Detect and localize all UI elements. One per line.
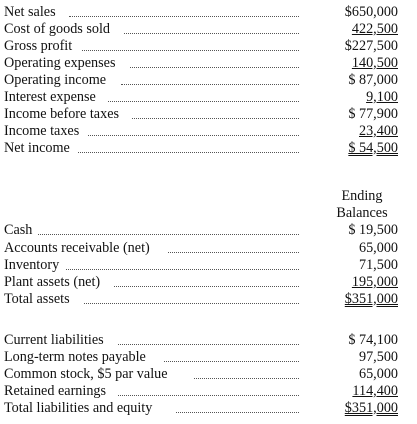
leader-dots [194,378,299,379]
leader-dots [78,152,299,153]
row-value: 97,500 [358,349,398,365]
row-value: $ 87,000 [348,72,398,88]
row-label: Total assets [4,291,70,307]
row-label: Income taxes [4,123,80,139]
leader-dots [118,344,299,345]
row-value: $351,000 [344,400,398,416]
leader-dots [84,303,299,304]
row-value: 9,100 [366,89,398,105]
row-operating-expenses [4,55,412,72]
row-long-term-notes [4,349,412,366]
leader-dots [176,412,299,413]
row-value: 71,500 [358,257,398,273]
row-label: Current liabilities [4,332,104,348]
row-label: Income before taxes [4,106,120,122]
row-label: Long-term notes payable [4,349,146,365]
row-value: 65,000 [358,366,398,382]
row-common-stock [4,366,412,383]
row-value: $ 77,900 [348,106,398,122]
row-cash [4,222,412,239]
row-label: Gross profit [4,38,73,54]
row-net-income [4,140,412,157]
leader-dots [124,33,299,34]
balances-heading-line2: Balances [336,205,388,221]
row-gross-profit [4,38,412,55]
row-label: Inventory [4,257,60,273]
leader-dots [88,135,299,136]
row-operating-income [4,72,412,89]
row-value: $ 19,500 [348,222,398,238]
row-inventory [4,257,412,274]
leader-dots [38,234,299,235]
row-label: Retained earnings [4,383,107,399]
leader-dots [121,84,299,85]
row-total-assets [4,291,412,308]
row-income-taxes [4,123,412,140]
row-value: $ 74,100 [348,332,398,348]
row-income-before-taxes [4,106,412,123]
row-value: 195,000 [351,274,398,290]
row-value: $650,000 [344,4,398,20]
row-value: 114,400 [352,383,398,399]
row-label: Common stock, $5 par value [4,366,168,382]
row-label: Operating income [4,72,107,88]
row-accounts-receivable [4,240,412,257]
leader-dots [82,50,299,51]
row-value: $227,500 [344,38,398,54]
leader-dots [114,286,299,287]
row-plant-assets [4,274,412,291]
row-current-liabilities [4,332,412,349]
row-total-liabilities-equity [4,400,412,417]
row-net-sales [4,4,412,21]
row-label: Plant assets (net) [4,274,101,290]
row-label: Cash [4,222,33,238]
leader-dots [108,101,299,102]
row-label: Cost of goods sold [4,21,111,37]
leader-dots [132,118,299,119]
row-interest-expense [4,89,412,106]
leader-dots [168,252,299,253]
row-label: Net sales [4,4,56,20]
row-value: $ 54,500 [348,140,398,156]
row-value: 140,500 [351,55,398,71]
row-label: Total liabilities and equity [4,400,153,416]
row-cost-of-goods-sold [4,21,412,38]
row-value: 23,400 [358,123,398,139]
row-label: Accounts receivable (net) [4,240,150,256]
row-value: 65,000 [358,240,398,256]
balances-heading-line1: Ending [341,188,383,204]
leader-dots [118,395,299,396]
row-label: Operating expenses [4,55,116,71]
leader-dots [66,269,299,270]
leader-dots [164,361,299,362]
row-value: $351,000 [344,291,398,307]
row-label: Net income [4,140,70,156]
leader-dots [130,67,299,68]
row-retained-earnings [4,383,412,400]
row-value: 422,500 [351,21,398,37]
leader-dots [69,16,299,17]
row-label: Interest expense [4,89,96,105]
